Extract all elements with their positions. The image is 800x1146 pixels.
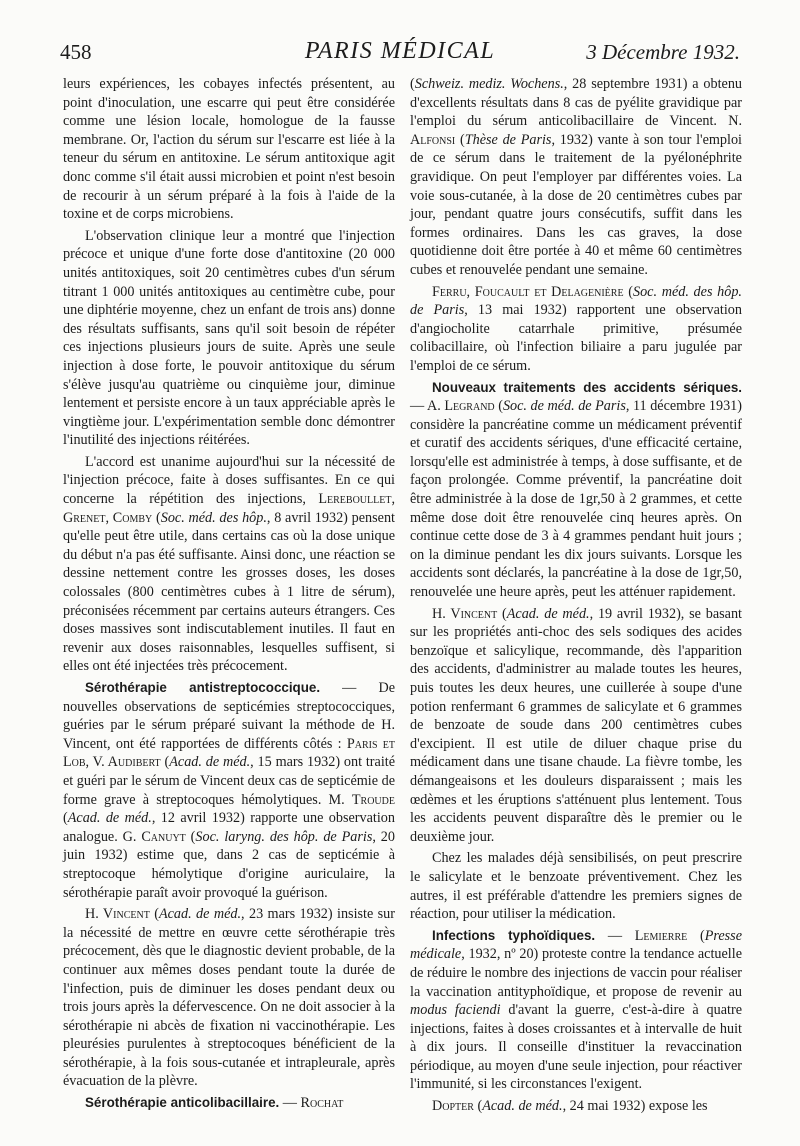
paragraph: Nouveaux traitements des accidents sériques. — A. Legrand (Soc. de méd. de Paris, 11 décembre 1931) considère la pancréatine comme un médicament préventif et curatif des accidents sériques, d'une efficacité certaine, lorsqu'elle est administrée à temps, à dose suffisante, et de façon prolongée. Comme préventif, la pancréatine doit être administrée à la dose de 1gr,50 à 2 grammes, et cette même dose doit être renouvelée cinq heures après. On continue cette dose de 3 à 4 grammes pendant huit jours ; on la diminue pendant les dix jours suivants. Lorsque les accidents sont déclarés, la pancréatine à la dose de 1gr,50, renouvelée une heure après, peut les atténuer rapidement. — [410, 379, 742, 601]
issue-date: 3 Décembre 1932. — [586, 40, 740, 64]
section-heading: Sérothérapie anticolibacillaire. — [85, 1095, 280, 1111]
author-names: Legrand — [444, 398, 495, 415]
paragraph: H. Vincent (Acad. de méd., 23 mars 1932) insiste sur la nécessité de mettre en œuvre cette sérothérapie très précocement, dès que le diagnostic devient probable, de la continuer aux mêmes doses pendant toute la durée de l'infection, puis de diminuer les doses pendant deux ou trois jours après la défervescence. On ne doit associer à la sérothérapie ni abcès de fixation ni vaccinothérapie. Les pleurésies purulentes à streptocoques bénéficient de la sérothérapie, à la fois sous-cutanée et intrapleurale, après évacuation de la plèvre. — [63, 906, 395, 1090]
citation: Soc. méd. des hôp. de Paris — [410, 283, 742, 319]
paragraph: H. Vincent (Acad. de méd., 19 avril 1932), se basant sur les propriétés anti-choc des sels sodiques des acides benzoïque et salicylique, recommande, dès l'apparition des accidents, d'administrer au malade toutes les heures, puis toutes les deux heures, une cuillerée à soupe d'une potion renfermant 6 grammes de salicylate et 6 grammes de benzoate de soude dans 200 centimètres cubes d'excipient. Il est utile de diluer chaque prise du médicament dans une tisane chaude. La fièvre tombe, les démangeaisons et les douleurs disparaissent ; mais les œdèmes et les éruptions s'atténuent plus lentement. Tous les accidents peuvent disparaître dès le premier ou le deuxième jour. — [410, 605, 742, 845]
citation: Acad. de méd. — [506, 605, 590, 622]
citation: Presse médicale — [410, 927, 742, 963]
citation: modus faciendi — [410, 1002, 501, 1019]
paragraph: L'accord est unanime aujourd'hui sur la nécessité de l'injection précoce, faite à doses suffisantes. En ce qui concerne la répétition des injections, Lereboullet, Grenet, Comby (Soc. méd. des hôp., 8 avril 1932) pensent qu'elle peut être utile, dans certains cas où la dose unique du début n'a pas été suffisante. Ainsi donc, une réaction se dessine nettement contre les grosses doses, les doses colossales (800 centimètres cubes à 1 litre de sérum), préconisées récemment par certains auteurs étrangers. Ces doses massives sont indiscutablement inutiles. Il faut en revenir aux doses raisonnables, lesquelles suffisent, si elles ont été injectées très précocement. — [63, 453, 395, 675]
author-names: H. Vincent — [432, 605, 498, 622]
paragraph: Chez les malades déjà sensibilisés, on peut prescrire le salicylate et le benzoate préventivement. Chez les autres, il est préférable d'attendre les premiers signes de réaction, pour utiliser la médication. — [410, 850, 742, 923]
paragraph: Sérothérapie antistreptococcique. — De nouvelles observations de septicémies streptococciques, guéries par le sérum préparé suivant la méthode de H. Vincent, ont été rapportées de différents côtés : Paris et Lob, V. Audibert (Acad. de méd., 15 mars 1932) ont traité et guéri par le sérum de Vincent deux cas de septicémie de forme grave à streptocoques hémolytiques. M. Troude (Acad. de méd., 12 avril 1932) rapporte une observation analogue. G. Canuyt (Soc. laryng. des hôp. de Paris, 20 juin 1932) estime que, dans 2 cas de septicémie à streptocoque hémolytique d'origine auriculaire, la sérothérapie paraît avoir provoqué la guérison. — [63, 680, 396, 901]
citation: Acad. de méd. — [482, 1098, 563, 1115]
author-names: Lemierre — [634, 927, 688, 944]
citation: Schweiz. mediz. Wochens. — [414, 76, 564, 92]
citation: Thèse de Paris — [464, 131, 552, 148]
author-names: Lereboullet, Grenet, Comby — [63, 491, 395, 526]
paragraph: leurs expériences, les cobayes infectés présentent, au point d'inoculation, une escarre qui peut être considérée comme une lésion locale, homologue de la fausse membrane. Or, l'action du sérum sur l'escarre est liée à la teneur du sérum en antitoxine. Le sérum antitoxique agit donc comme s'il était aussi microbien et point n'est besoin de recourir à un sérum préparé à la fois à l'aide de la toxine et de corps microbiens. — [63, 76, 395, 223]
author-names: Canuyt — [141, 828, 186, 845]
running-title: PARIS MÉDICAL — [304, 38, 496, 64]
paragraph: Infections typhoïdiques. — Lemierre (Presse médicale, 1932, nº 20) proteste contre la tendance actuelle de réduire le nombre des injections de vaccin pour réaliser la vaccination antityphoïdique, et propose de revenir au modus faciendi d'avant la guerre, c'est-à-dire à quatre injections, faites à doses croissantes et à intervalle de huit à dix jours. Il conseille d'instituer la revaccination périodique, au moyen d'une seule injection, pour réactiver l'immunité, si les circonstances l'exigent. — [410, 927, 742, 1093]
page-header — [60, 38, 740, 68]
section-heading: Infections typhoïdiques. — [432, 927, 596, 943]
citation: Soc. laryng. des hôp. de Paris — [195, 828, 373, 845]
paragraph: Dopter (Acad. de méd., 24 mai 1932) expose les — [432, 1098, 708, 1115]
section-heading: Nouveaux traitements des accidents sériques. — [432, 379, 742, 395]
page-number: 458 — [60, 40, 92, 64]
paragraph: (Schweiz. mediz. Wochens., 28 septembre 1931) a obtenu d'excellents résultats dans 8 cas de pyélite gravidique par l'emploi du sérum anticolibacillaire de Vincent. N. Alfonsi (Thèse de Paris, 1932) vante à son tour l'emploi de ce sérum dans le traitement de la pyélonéphrite gravidique. On peut l'employer par différentes voies. La voie sous-cutanée, à la dose de 20 centimètres cubes par jour, pendant quatre jours consécutifs, suffit dans les formes ordinaires. Dans les cas graves, la dose quotidienne doit être portée à 40 et même 60 centimètres cubes et renouvelée pendant une semaine. — [410, 76, 743, 278]
author-names: H. Vincent — [85, 906, 150, 923]
citation: Acad. de méd. — [67, 810, 152, 827]
citation: Soc. méd. des hôp. — [160, 509, 267, 526]
author-names: Troude — [351, 791, 395, 808]
citation: Acad. de méd. — [158, 906, 242, 923]
paragraph: Sérothérapie anticolibacillaire. — Rochat — [85, 1095, 344, 1112]
author-names: Alfonsi — [410, 131, 456, 148]
author-names: Dopter — [432, 1098, 474, 1115]
paragraph: L'observation clinique leur a montré que l'injection précoce et unique d'une forte dose d'antitoxine (20 000 unités antitoxiques, soit 20 centimètres cubes d'un sérum titrant 1 000 unités antitoxiques au centimètre cube, pour une diphtérie moyenne, chez un enfant de trois ans) donne des résultats suffisants, sans qu'il soit besoin de répéter ces injections plusieurs jours de suite. Après une seule injection à dose forte, le pouvoir antitoxique du sérum s'élève jusqu'au quatrième ou cinquième jour, diminue lentement et persiste encore à un taux appréciable après le vingtième jour. L'expérimentation semble donc démontrer l'inutilité des injections réitérées. — [63, 227, 395, 449]
paragraph: Ferru, Foucault et Delagenière (Soc. méd. des hôp. de Paris, 13 mai 1932) rapportent une observation d'angiocholite catarrhale primitive, présumée colibacillaire, où l'infection biliaire a paru jugulée par l'emploi de ce sérum. — [410, 283, 742, 374]
author-names: Paris et Lob, V. Audibert — [63, 735, 395, 771]
citation: Acad. de méd. — [169, 754, 251, 771]
author-names: Rochat — [300, 1095, 344, 1112]
section-heading: Sérothérapie antistreptococcique. — [85, 680, 321, 695]
citation: Soc. de méd. de Paris — [502, 398, 626, 415]
author-names: Ferru, Foucault et Delagenière — [432, 283, 624, 300]
right-column — [410, 75, 742, 1116]
left-column — [63, 75, 395, 1113]
